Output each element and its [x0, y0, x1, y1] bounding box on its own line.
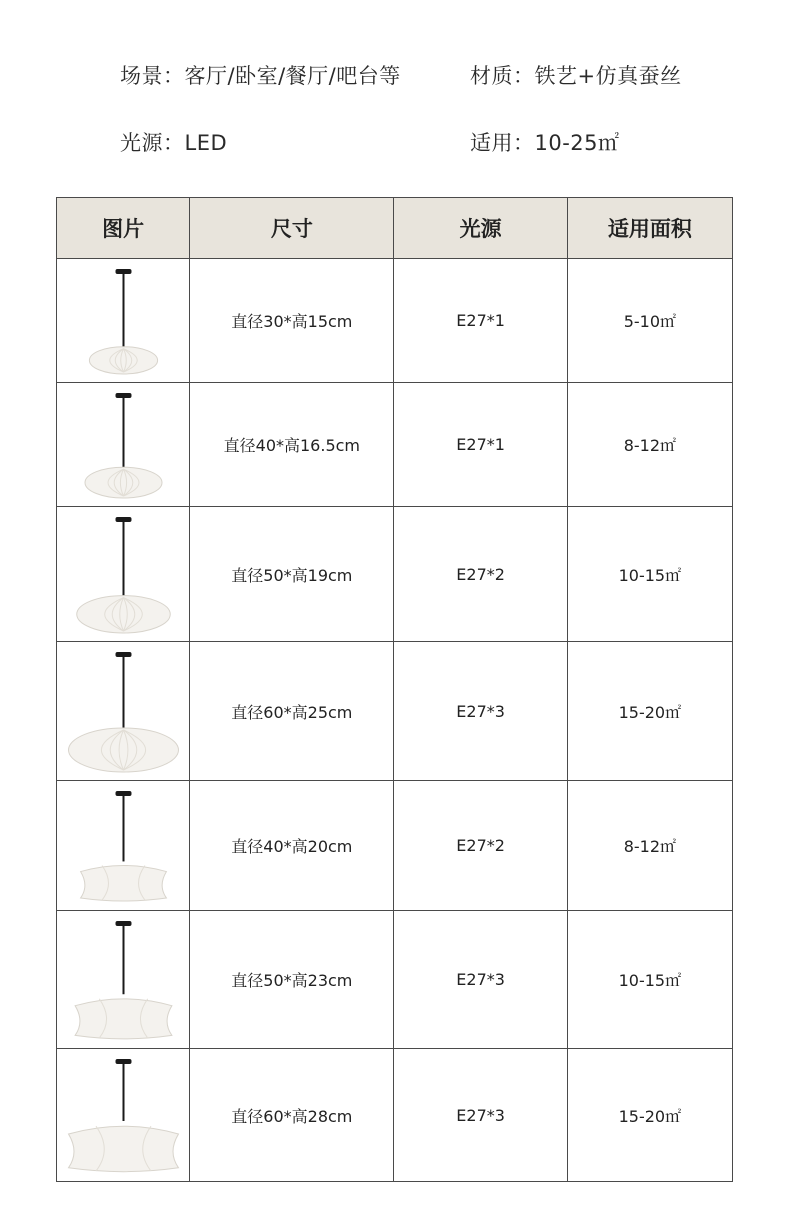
product-image-cell	[57, 507, 190, 642]
area-cell: 15-20㎡	[567, 642, 732, 781]
light-source-cell: E27*3	[394, 1049, 567, 1182]
pendant-lamp-icon	[57, 911, 190, 1048]
table-row	[57, 642, 733, 781]
spec-summary	[0, 0, 790, 190]
pendant-lamp-icon	[57, 507, 190, 641]
pendant-lamp-icon	[57, 259, 190, 382]
size-cell: 直径50*高23cm	[190, 911, 394, 1049]
spec-scene	[120, 60, 401, 90]
pendant-lamp-icon	[57, 642, 190, 780]
header-area: 适用面积	[567, 198, 732, 259]
spec-applicable-value: 10-25㎡	[534, 131, 620, 155]
light-source-cell: E27*1	[394, 383, 567, 507]
area-cell: 8-12㎡	[567, 383, 732, 507]
pendant-lamp-icon	[57, 1049, 190, 1181]
pendant-lamp-icon	[57, 383, 190, 506]
size-cell: 直径30*高15cm	[190, 259, 394, 383]
header-image: 图片	[57, 198, 190, 259]
light-source-cell: E27*1	[394, 259, 567, 383]
header-light: 光源	[394, 198, 567, 259]
table-row	[57, 781, 733, 911]
area-cell: 15-20㎡	[567, 1049, 732, 1182]
spec-light-source-label: 光源 ：	[120, 131, 185, 155]
spec-table	[56, 197, 733, 1182]
size-cell: 直径60*高25cm	[190, 642, 394, 781]
pendant-lamp-icon	[57, 781, 190, 910]
light-source-cell: E27*3	[394, 911, 567, 1049]
table-row	[57, 507, 733, 642]
light-source-cell: E27*2	[394, 781, 567, 911]
spec-applicable	[470, 127, 620, 157]
spec-light-source-value: LED	[184, 131, 228, 155]
area-cell: 5-10㎡	[567, 259, 732, 383]
size-cell: 直径40*高20cm	[190, 781, 394, 911]
spec-applicable-label: 适用 ：	[470, 131, 535, 155]
table-row	[57, 383, 733, 507]
light-source-cell: E27*3	[394, 642, 567, 781]
size-cell: 直径50*高19cm	[190, 507, 394, 642]
spec-scene-label: 场景 ：	[120, 64, 185, 88]
light-source-cell: E27*2	[394, 507, 567, 642]
product-image-cell	[57, 642, 190, 781]
area-cell: 10-15㎡	[567, 507, 732, 642]
spec-light-source	[120, 127, 227, 157]
spec-material	[470, 60, 682, 90]
table-row	[57, 911, 733, 1049]
product-image-cell	[57, 911, 190, 1049]
product-image-cell	[57, 259, 190, 383]
product-image-cell	[57, 781, 190, 911]
size-cell: 直径60*高28cm	[190, 1049, 394, 1182]
product-image-cell	[57, 383, 190, 507]
header-size: 尺寸	[190, 198, 394, 259]
table-row	[57, 259, 733, 383]
product-image-cell	[57, 1049, 190, 1182]
spec-material-value: 铁艺+仿真蚕丝	[534, 64, 682, 88]
table-row	[57, 1049, 733, 1182]
spec-material-label: 材质 ：	[470, 64, 535, 88]
table-header-row	[57, 198, 733, 259]
size-cell: 直径40*高16.5cm	[190, 383, 394, 507]
area-cell: 10-15㎡	[567, 911, 732, 1049]
spec-scene-value: 客厅/卧室/餐厅/吧台等	[184, 64, 401, 88]
area-cell: 8-12㎡	[567, 781, 732, 911]
